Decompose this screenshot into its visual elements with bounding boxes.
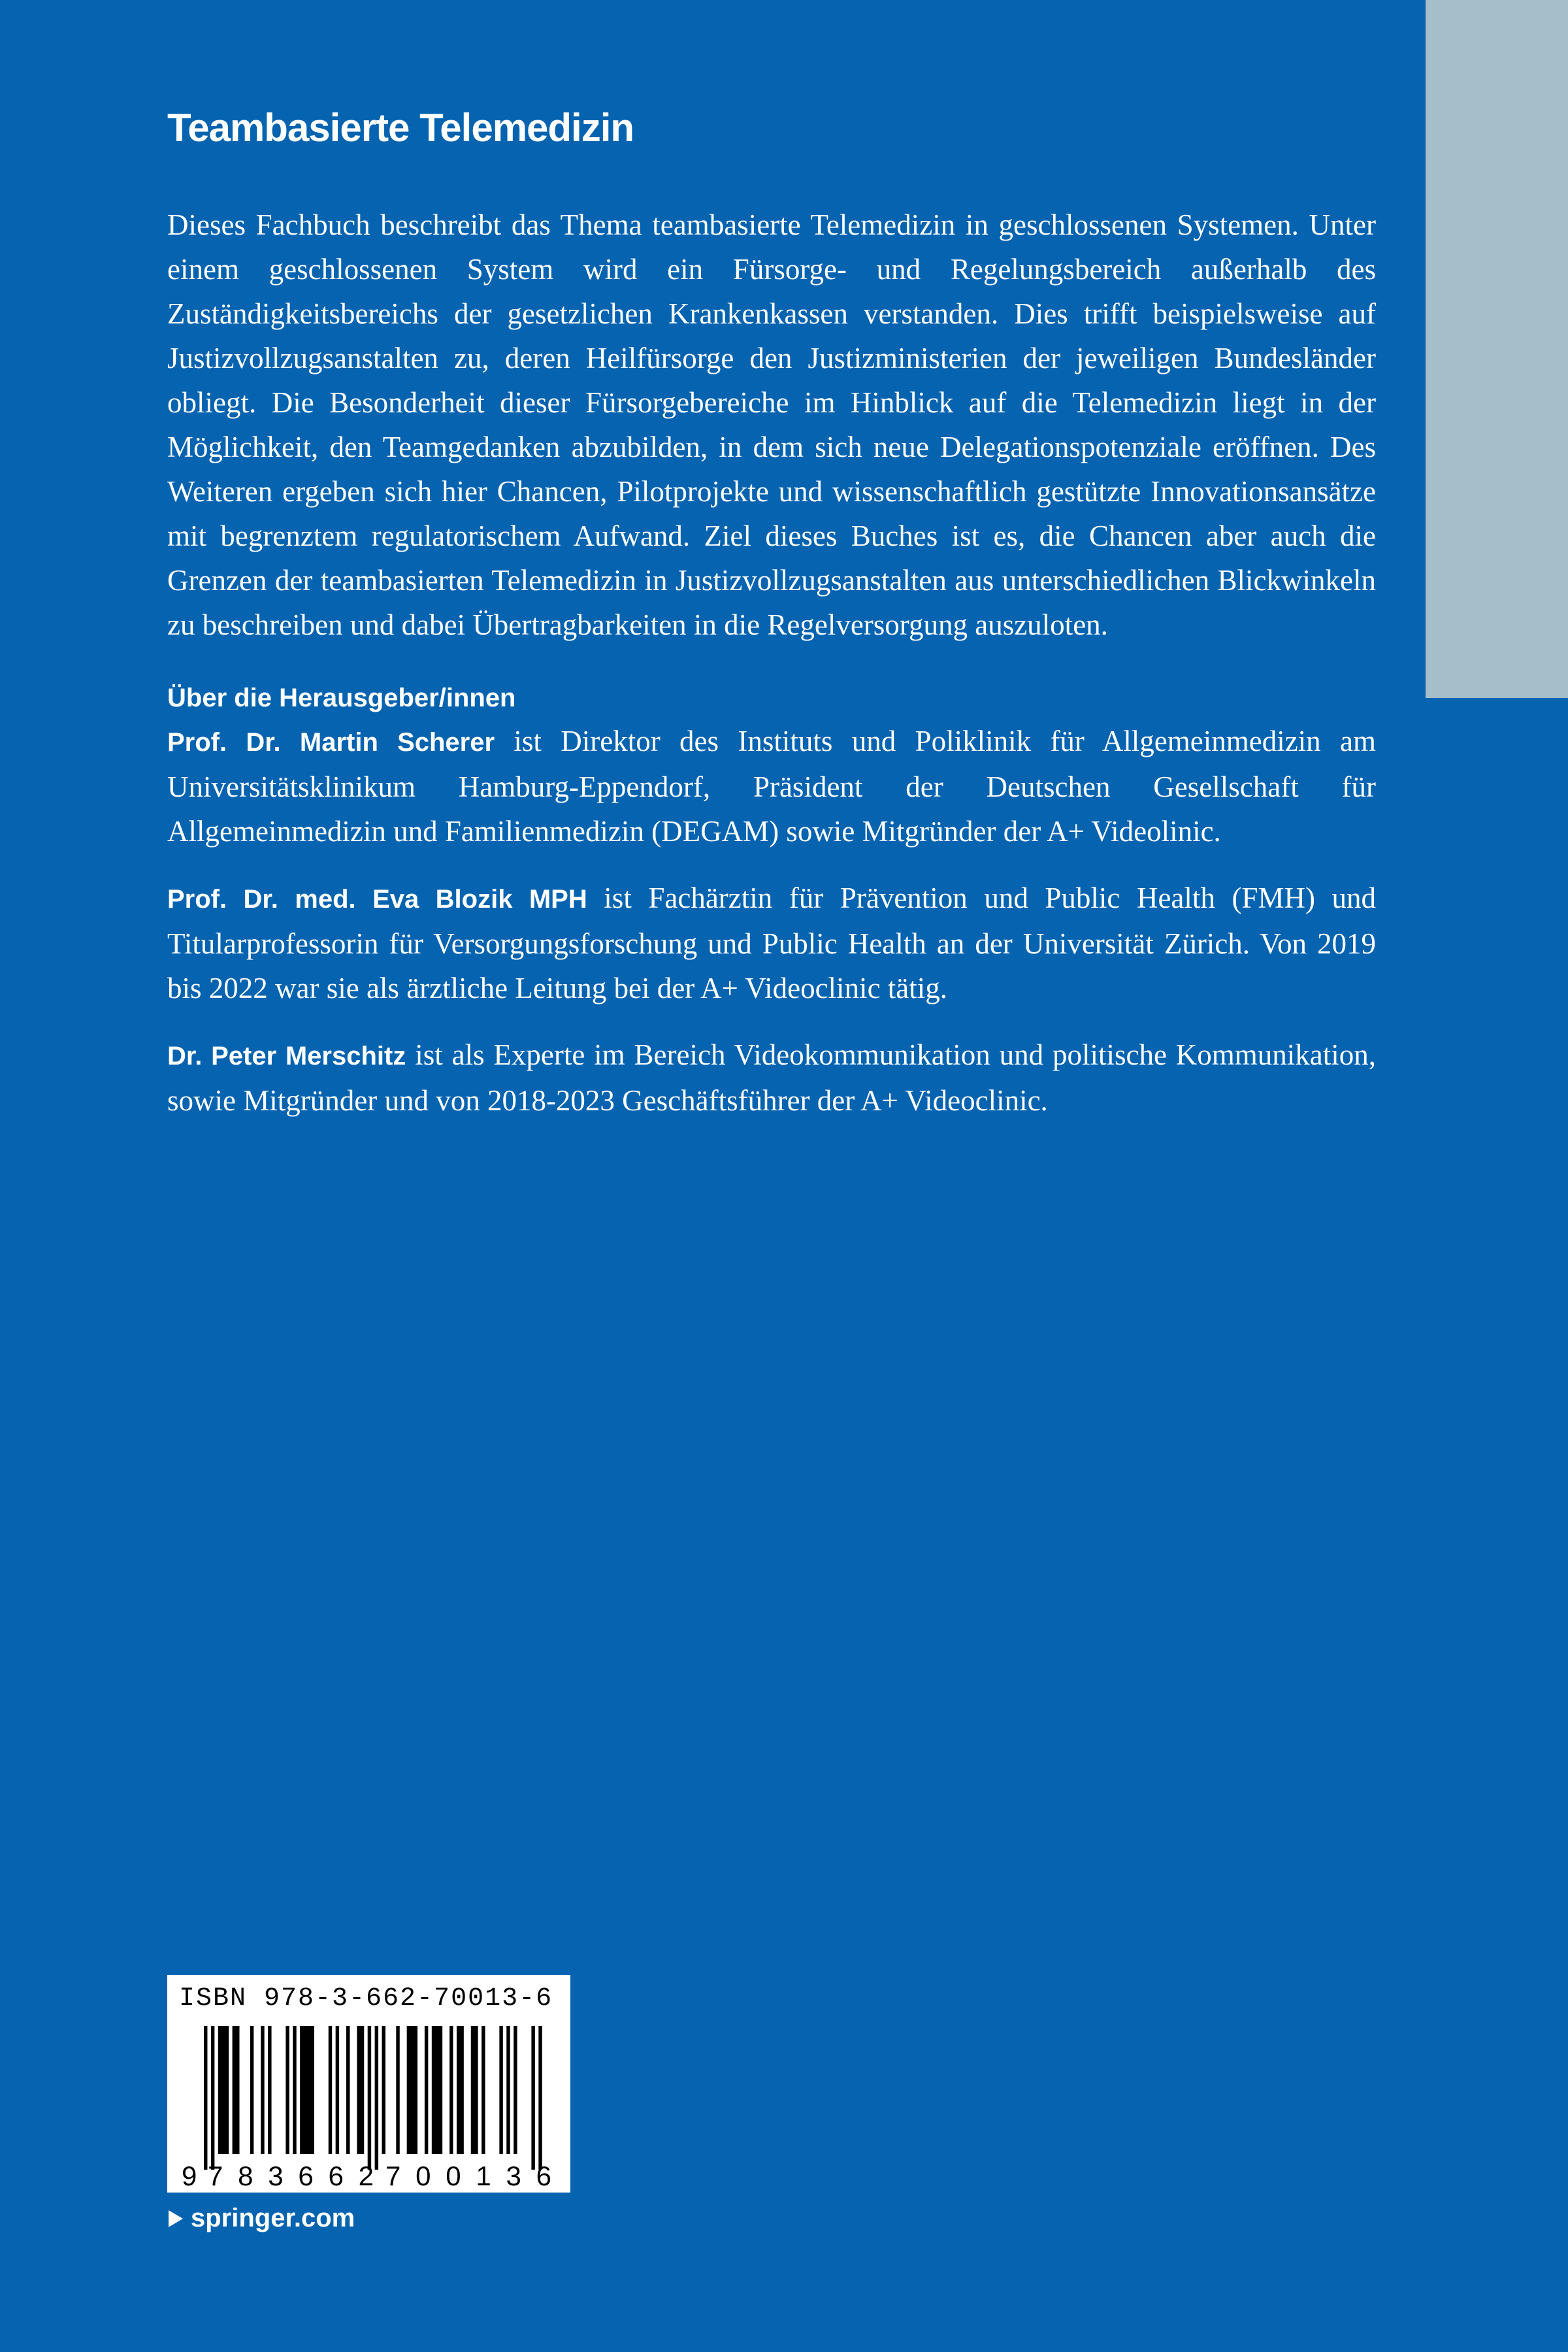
decorative-side-strip bbox=[1426, 0, 1568, 698]
publisher-link[interactable] bbox=[167, 2204, 355, 2233]
barcode-bar bbox=[211, 2026, 214, 2170]
barcode-bar bbox=[346, 2026, 350, 2154]
barcode-bar bbox=[382, 2026, 385, 2154]
barcode-bar bbox=[514, 2026, 517, 2154]
editors-heading: Über die Herausgeber/innen bbox=[167, 684, 516, 712]
back-cover-content bbox=[167, 105, 1376, 1123]
editor-bio-scherer bbox=[167, 719, 1376, 853]
barcode-bar bbox=[233, 2026, 240, 2154]
barcode-bars bbox=[204, 2026, 542, 2170]
barcode-bar bbox=[407, 2026, 417, 2154]
editor-bio-merschitz bbox=[167, 1033, 1376, 1123]
publisher-url: springer.com bbox=[191, 2204, 355, 2232]
barcode-bar bbox=[218, 2026, 229, 2154]
isbn-barcode-box bbox=[167, 1975, 570, 2193]
ean-first-digit: 9 bbox=[182, 2161, 197, 2191]
arrow-right-icon bbox=[167, 2209, 184, 2228]
editor-name: Dr. Peter Merschitz bbox=[167, 1042, 406, 1070]
barcode-bar bbox=[204, 2026, 207, 2170]
barcode-bar bbox=[368, 2026, 371, 2170]
barcode-bar bbox=[506, 2026, 510, 2154]
ean-left-digits: 783662 bbox=[208, 2161, 374, 2191]
barcode-bar bbox=[396, 2026, 399, 2154]
barcode-bar bbox=[432, 2026, 442, 2154]
barcode-bar bbox=[531, 2026, 534, 2170]
book-description: Dieses Fachbuch beschreibt das Thema teambasierte Telemedizin in geschlossenen Systemen. Unter einem geschlossenen System wird ein Fürsorge- und Regelungsbereich außerhalb des Zuständigkeitsbereichs der gesetzlichen Krankenkassen verstanden. Dies trifft beispielsweise auf Justizvollzugsanstalten zu, deren Heilfürsorge den Justizministerien der jeweiligen Bundesländer obliegt. Die Besonderheit dieser Fürsorgebereiche im Hinblick auf die Telemedizin liegt in der Möglichkeit, den Teamgedanken abzubilden, in dem sich neue Delegationspotenziale eröffnen. Des Weiteren ergeben sich hier Chancen, Pilotprojekte und wissenschaftlich gestützte Innovationsansätze mit begrenztem regulatorischem Aufwand. Ziel dieses Buches ist es, die Chancen aber auch die Grenzen der teambasierten Telemedizin in Justizvollzugsanstalten aus unterschiedlichen Blickwinkeln zu beschreiben und dabei Übertragbarkeiten in die Regelversorgung auszuloten. bbox=[167, 208, 1376, 641]
barcode-bar bbox=[250, 2026, 253, 2154]
barcode-bar bbox=[482, 2026, 485, 2154]
barcode-bar bbox=[538, 2026, 542, 2170]
barcode-bar bbox=[336, 2026, 339, 2154]
editor-bio-text: ist als Experte im Bereich Videokommunikation und politische Kommunikation, sowie Mitgründer und von 2018-2023 Geschäftsführer der A+ Videoclinic. bbox=[167, 1038, 1376, 1117]
barcode-bar bbox=[425, 2026, 428, 2154]
editor-bio-text: ist Fachärztin für Prävention und Public Health (FMH) und Titularprofessorin für Versorgungsforschung und Public Health an der Universität Zürich. Von 2019 bis 2022 war sie als ärztliche Leitung bei der A+ Videoclinic tätig. bbox=[167, 882, 1377, 1004]
barcode-bar bbox=[268, 2026, 271, 2154]
isbn-text: ISBN 978-3-662-70013-6 bbox=[179, 1984, 553, 2013]
ean-right-digits: 700136 bbox=[385, 2161, 551, 2191]
editor-bio-text: ist Direktor des Instituts und Poliklinik für Allgemeinmedizin am Universitätsklinikum Hamburg-Eppendorf, Präsident der Deutschen Gesellschaft für Allgemeinmedizin und Familienmedizin (DEGAM) sowie Mitgründer der A+ Videolinic. bbox=[167, 725, 1376, 848]
barcode-bar bbox=[375, 2026, 378, 2170]
barcode-bar bbox=[329, 2026, 332, 2154]
barcode-bar bbox=[449, 2026, 453, 2154]
barcode-bar bbox=[293, 2026, 296, 2154]
barcode-bar bbox=[286, 2026, 289, 2154]
barcode-bar bbox=[357, 2026, 364, 2154]
editor-name: Prof. Dr. Martin Scherer bbox=[167, 728, 495, 757]
editor-bio-blozik bbox=[167, 876, 1376, 1010]
barcode-bar bbox=[457, 2026, 464, 2154]
barcode-bar bbox=[261, 2026, 264, 2154]
barcode-bar bbox=[499, 2026, 502, 2154]
barcode-bar bbox=[300, 2026, 314, 2154]
barcode-bar bbox=[471, 2026, 478, 2154]
editor-name: Prof. Dr. med. Eva Blozik MPH bbox=[167, 885, 587, 914]
ean13-barcode bbox=[167, 1975, 570, 2193]
book-title: Teambasierte Telemedizin bbox=[167, 106, 634, 150]
